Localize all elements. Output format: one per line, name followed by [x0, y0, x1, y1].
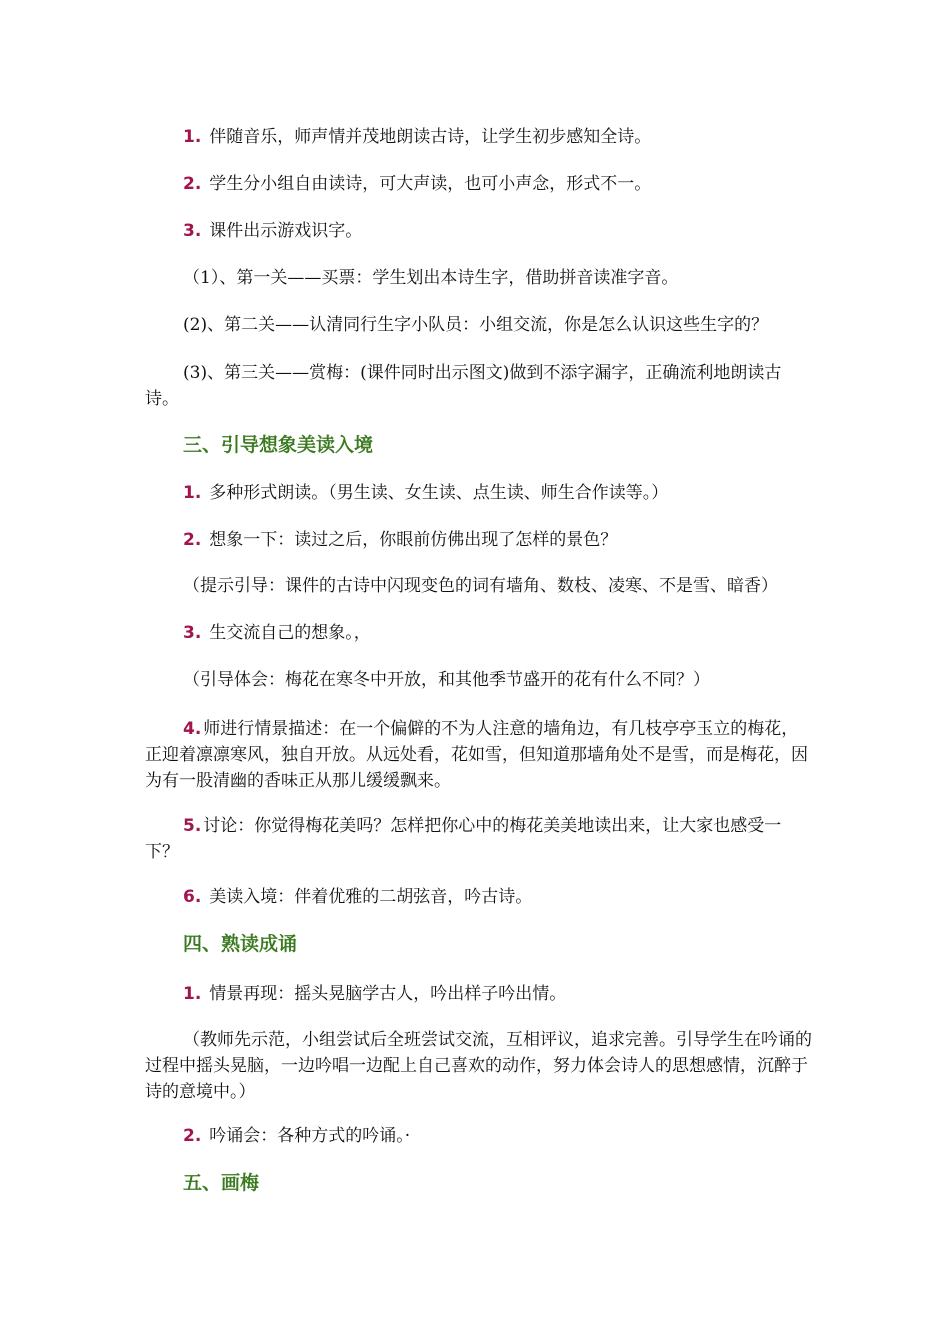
sub-item: (3)、第三关——赏梅：(课件同时出示图文)做到不添字漏字，正确流利地朗读古诗。	[145, 363, 782, 409]
list-item	[183, 172, 853, 197]
item-text: 课件出示游戏识字。	[209, 221, 363, 241]
list-item	[145, 716, 815, 794]
section-heading: 四、熟读成诵	[183, 933, 298, 955]
item-text: 情景再现：摇头晃脑学古人，吟出样子吟出情。	[209, 984, 567, 1004]
hint-text: （提示引导：课件的古诗中闪现变色的词有墙角、数枝、凌寒、不是雪、暗香）	[183, 576, 778, 596]
list-item	[183, 125, 853, 150]
item-text: 伴随音乐，师声情并茂地朗读古诗，让学生初步感知全诗。	[209, 127, 652, 147]
list-item	[145, 813, 815, 865]
item-text: 学生分小组自由读诗，可大声读，也可小声念，形式不一。	[209, 174, 652, 194]
list-item	[183, 621, 853, 646]
list-item	[183, 481, 853, 506]
list-item	[183, 219, 853, 244]
item-text: 生交流自己的想象。，	[209, 623, 371, 643]
note-text: （教师先示范，小组尝试后全班尝试交流，互相评议，追求完善。引导学生在吟诵的过程中摇头晃脑，一边吟唱一边配上自己喜欢的动作，努力体会诗人的思想感情，沉醉于诗的意境中。）	[145, 1030, 812, 1102]
item-number: 5.	[183, 816, 202, 836]
list-item	[183, 528, 853, 553]
section-heading: 三、引导想象美读入境	[183, 434, 374, 456]
item-text: 吟诵会：各种方式的吟诵。·	[209, 1126, 411, 1146]
list-item	[183, 982, 853, 1007]
item-number: 2.	[183, 1126, 202, 1146]
item-number: 6.	[183, 887, 202, 907]
sub-item: (2)、第二关——认清同行生字小队员：小组交流，你是怎么认识这些生字的？	[183, 315, 769, 335]
list-item	[183, 1124, 853, 1149]
item-text: 讨论：你觉得梅花美吗？怎样把你心中的梅花美美地读出来，让大家也感受一下？	[145, 816, 782, 862]
item-number: 1.	[183, 127, 202, 147]
item-text: 师进行情景描述：在一个偏僻的不为人注意的墙角边，有几枝亭亭玉立的梅花，正迎着凛凛寒风，独自开放。从远处看，花如雪，但知道那墙角处不是雪，而是梅花，因为有一股清幽的香味正从那儿缓缓飘来。	[145, 719, 808, 791]
item-number: 2.	[183, 530, 202, 550]
item-number: 1.	[183, 984, 202, 1004]
list-item	[183, 885, 853, 910]
item-text: 美读入境：伴着优雅的二胡弦音，吟古诗。	[209, 887, 533, 907]
item-text: 想象一下：读过之后，你眼前仿佛出现了怎样的景色？	[209, 530, 618, 550]
item-number: 3.	[183, 623, 202, 643]
sub-item: （1）、第一关——买票：学生划出本诗生字，借助拼音读准字音。	[183, 268, 679, 288]
item-number: 2.	[183, 174, 202, 194]
section-heading: 五、画梅	[183, 1172, 260, 1194]
item-number: 3.	[183, 221, 202, 241]
item-text: 多种形式朗读。（男生读、女生读、点生读、师生合作读等。）	[209, 483, 669, 503]
item-number: 1.	[183, 483, 202, 503]
hint-text: （引导体会：梅花在寒冬中开放，和其他季节盛开的花有什么不同？）	[183, 670, 710, 690]
item-number: 4.	[183, 719, 202, 739]
